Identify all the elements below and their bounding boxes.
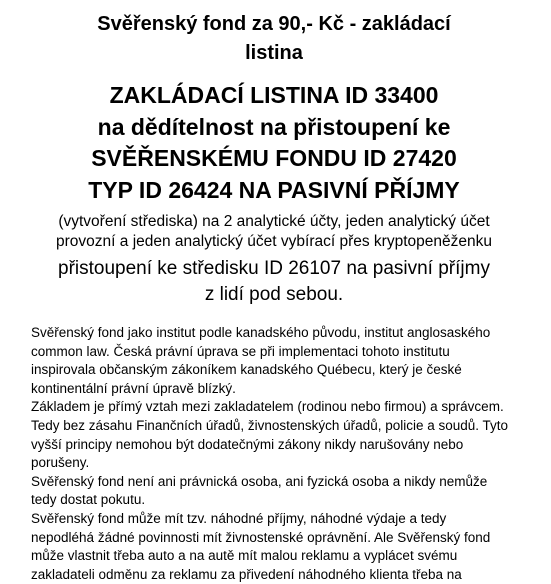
subtitle2-line-1: přistoupení ke středisku ID 26107 na pasivní příjmy	[58, 258, 490, 279]
heading-line-2: na dědítelnost na přistoupení ke	[97, 113, 451, 140]
body-line: tedy dostat pokutu.	[31, 492, 146, 508]
body-line: Svěřenský fond není ani právnická osoba, ani fyzická osoba a nikdy nemůže	[31, 473, 488, 489]
body-line: Základem je přímý vztah mezi zakladatelem (rodinou nebo firmou) a správcem.	[31, 399, 504, 415]
body-line: může vlastnit třeba auto a na autě mít malou reklamu a vyplácet svému	[31, 548, 458, 564]
document-heading	[14, 80, 534, 206]
heading-line-1: ZAKLÁDACÍ LISTINA ID 33400	[109, 82, 439, 108]
body-line: zakladateli odměnu za reklamu za přivedení náhodného klienta třeba na	[31, 566, 462, 582]
body-line: Svěřenský fond může mít tzv. náhodné příjmy, náhodné výdaje a tedy	[31, 510, 447, 526]
subtitle2-line-2: z lidí pod sebou.	[204, 284, 344, 305]
body-line: kontinentální právní úpravě blízký.	[31, 380, 236, 396]
document-title	[14, 10, 534, 68]
heading-line-3: SVĚŘENSKÉMU FONDU ID 27420	[91, 145, 457, 171]
body-line: nepodléhá žádné povinnosti mít živnostenské oprávnění. Ale Svěřenský fond	[31, 529, 491, 545]
subtitle-accession	[14, 256, 534, 308]
title-line-2: listina	[245, 42, 303, 64]
body-line: common law. Česká právní úprava se při implementaci tohoto institutu	[31, 343, 450, 359]
body-paragraphs	[31, 324, 536, 584]
heading-line-4: TYP ID 26424 NA PASIVNÍ PŘÍJMY	[88, 176, 460, 203]
body-line: inspirovala občanským zákoníkem kanadského Québecu, který je české	[31, 362, 462, 378]
subtitle-line-2: provozní a jeden analytický účet vybírací přes kryptopeněženku	[56, 233, 492, 250]
subtitle-description	[14, 212, 534, 252]
body-line: Tedy bez zásahu Finančních úřadů, živnostenských úřadů, policie a soudů. Tyto	[31, 417, 509, 433]
body-line: porušeny.	[31, 455, 90, 471]
body-line: vyšší principy nemohou být dodatečnými zákony nikdy narušovány nebo	[31, 436, 464, 452]
title-line-1: Svěřenský fond za 90,- Kč - zakládací	[97, 13, 451, 35]
subtitle-line-1: (vytvoření střediska) na 2 analytické účty, jeden analytický účet	[58, 213, 490, 230]
body-line: Svěřenský fond jako institut podle kanadského původu, institut anglosaského	[31, 325, 491, 340]
